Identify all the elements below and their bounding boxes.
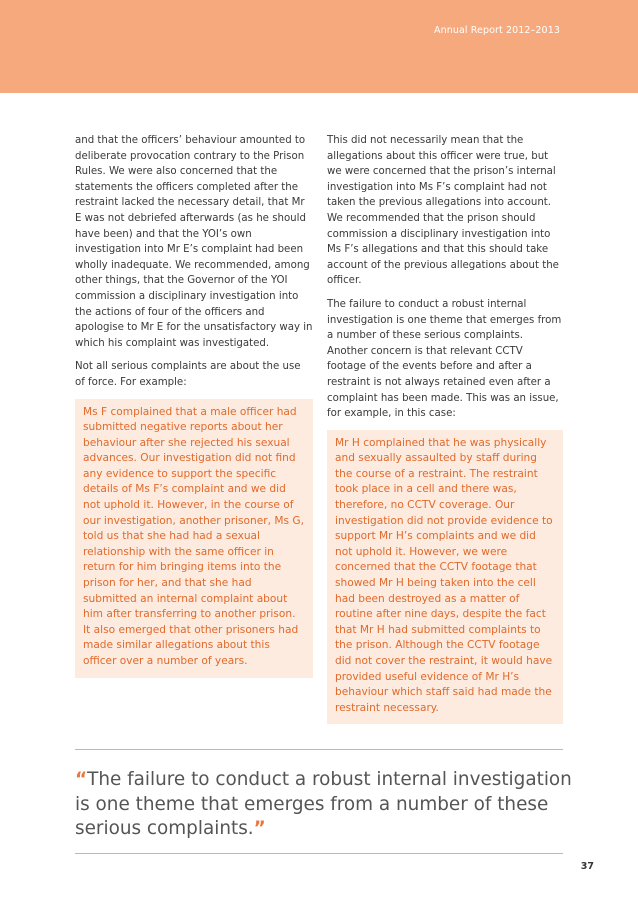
- pull-quote-text: The failure to conduct a robust internal investigation is one theme that emerges from a number of these serious complaints.: [75, 769, 572, 839]
- header-banner: [0, 0, 638, 93]
- page-number: 37: [580, 861, 594, 872]
- left-paragraph-1: and that the officers’ behaviour amounted to deliberate provocation contrary to the Prison Rules. We were also concerned that the statements the officers completed after the restraint lacked the necessary detail, that Mr E was not debriefed afterwards (as he should have been) and that the YOI’s own investigation into Mr E’s complaint had been wholly inadequate. We recommended, among other things, that the Governor of the YOI commission a disciplinary investigation into the actions of four of the officers and apologise to Mr E for the unsatisfactory way in which his complaint was investigated.: [75, 135, 313, 349]
- right-paragraph-1: This did not necessarily mean that the allegations about this officer were true, but we were concerned that the prison’s internal investigation into Ms F’s complaint had not taken the previous allegations into account. We recommended that the prison should commission a disciplinary investigation into Ms F’s allegations and that this should take account of the previous allegations about the officer.: [327, 135, 559, 287]
- close-quote-mark: ”: [253, 818, 266, 839]
- right-column: [327, 133, 563, 724]
- left-column: [75, 133, 313, 678]
- case-study-mr-h: Mr H complained that he was physically and sexually assaulted by staff during the course of a restraint. The restraint took place in a cell and there was, therefore, no CCTV coverage. Our investigation did not provide evidence to support Mr H’s complaints and we did not uphold it. However, we were concerned that the CCTV footage that showed Mr H being taken into the cell had been destroyed as a matter of routine after nine days, despite the fact that Mr H had submitted complaints to the prison. Although the CCTV footage did not cover the restraint, it would have provided useful evidence of Mr H’s behaviour which staff said had made the restraint necessary.: [327, 430, 563, 725]
- report-title: Annual Report 2012–2013: [434, 25, 560, 36]
- open-quote-mark: “: [75, 769, 88, 790]
- pull-quote-bottom-rule: [75, 853, 563, 854]
- case-study-ms-f: Ms F complained that a male officer had submitted negative reports about her behaviour after she rejected his sexual advances. Our investigation did not find any evidence to support the specific details of Ms F’s complaint and we did not uphold it. However, in the course of our investigation, another prisoner, Ms G, told us that she had had a sexual relationship with the same officer in return for him bringing items into the prison for her, and that she had submitted an internal complaint about him after transferring to another prison. It also emerged that other prisoners had made similar allegations about this officer over a number of years.: [75, 399, 313, 678]
- pull-quote-top-rule: [75, 749, 563, 750]
- pull-quote: [75, 768, 575, 842]
- left-paragraph-2: Not all serious complaints are about the use of force. For example:: [75, 361, 301, 388]
- right-paragraph-2: The failure to conduct a robust internal investigation is one theme that emerges from a number of these serious complaints. Another concern is that relevant CCTV footage of the events before and after a restraint is not always retained even after a complaint has been made. This was an issue, for example, in this case:: [327, 298, 562, 420]
